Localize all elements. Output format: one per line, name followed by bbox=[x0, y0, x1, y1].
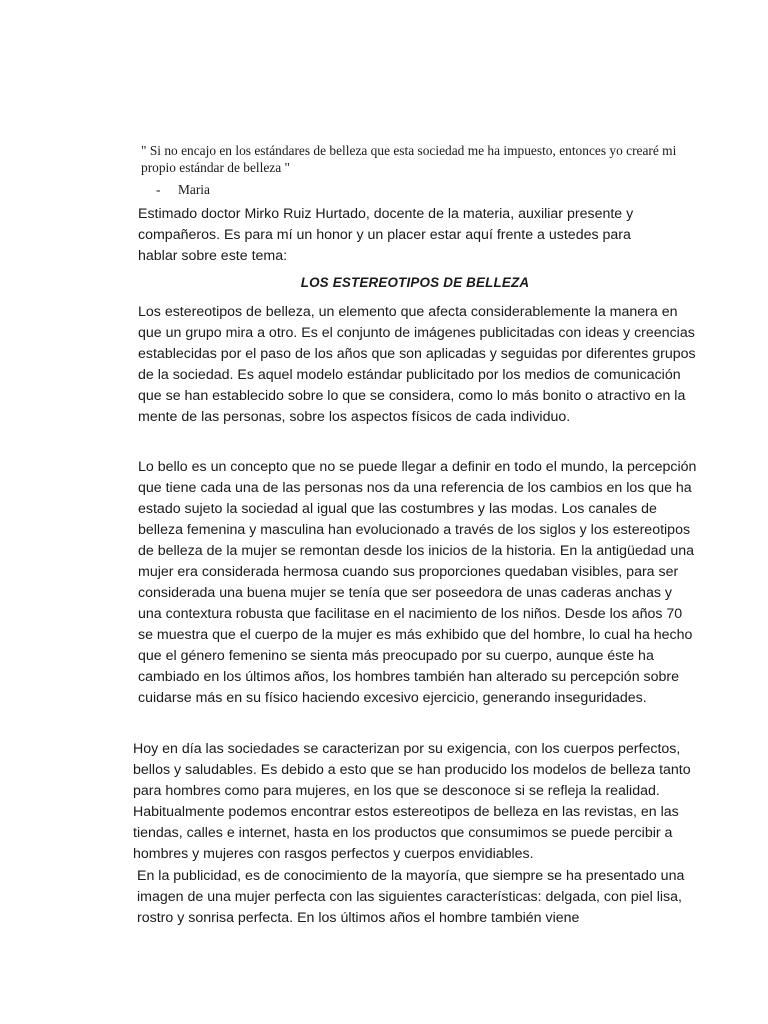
section-heading bbox=[0, 274, 768, 292]
body-paragraph-4: En la publicidad, es de conocimiento de la mayoría, que siempre se ha presentado una imagen de una mujer perfecta con las siguientes características: delgada, con piel lisa, rostro y sonrisa perfecta. En los últimos años el hombre también viene bbox=[137, 868, 685, 926]
epigraph-quote: " Si no encajo en los estándares de belleza que esta sociedad me ha impuesto, entonces yo crearé mi propio estándar de belleza " bbox=[141, 143, 677, 175]
epigraph-attribution bbox=[156, 181, 210, 198]
body-paragraph-1: Los estereotipos de belleza, un elemento que afecta considerablemente la manera en que un grupo mira a otro. Es el conjunto de imágenes publicitadas con ideas y creencias establecidas por el paso de los años que son aplicadas y seguidas por diferentes grupos de la sociedad. Es aquel modelo estándar publicitado por los medios de comunicación que se han establecido sobre lo que se considera, como lo más bonito o atractivo en la mente de las personas, sobre los aspectos físicos de cada individuo. bbox=[138, 304, 696, 425]
attribution-dash: - bbox=[156, 182, 161, 197]
attribution-author: Maria bbox=[178, 182, 210, 197]
intro-paragraph: Estimado doctor Mirko Ruiz Hurtado, docente de la materia, auxiliar presente y compañeros. Es para mí un honor y un placer estar aquí frente a ustedes para hablar sobre este tema: bbox=[138, 206, 634, 264]
body-paragraph-2: Lo bello es un concepto que no se puede llegar a definir en todo el mundo, la percepción que tiene cada una de las personas nos da una referencia de los cambios en los que ha estado sujeto la sociedad al igual que las costumbres y las modas. Los canales de belleza femenina y masculina han evolucionado a través de los siglos y los estereotipos de belleza de la mujer se remontan desde los inicios de la historia. En la antigüedad una mujer era considerada hermosa cuando sus proporciones quedaban visibles, para ser considerada una buena mujer se tenía que ser poseedora de unas caderas anchas y una contextura robusta que facilitase en el nacimiento de los niños. Desde los años 70 se muestra que el cuerpo de la mujer es más exhibido que del hombre, lo cual ha hecho que el género femenino se sienta más preocupado por su cuerpo, aunque éste ha cambiado en los últimos años, los hombres también han alterado su percepción sobre cuidarse más en su físico haciendo excesivo ejercicio, generando inseguridades. bbox=[138, 459, 697, 706]
section-heading-text: LOS ESTEREOTIPOS DE BELLEZA bbox=[300, 275, 530, 290]
body-paragraph-3: Hoy en día las sociedades se caracterizan por su exigencia, con los cuerpos perfectos, bellos y saludables. Es debido a esto que se han producido los modelos de belleza tanto para hombres como para mujeres, en los que se desconoce si se refleja la realidad. Habitualmente podemos encontrar estos estereotipos de belleza en las revistas, en las tiendas, calles e internet, hasta en los productos que consumimos se puede percibir a hombres y mujeres con rasgos perfectos y cuerpos envidiables. bbox=[133, 741, 691, 862]
